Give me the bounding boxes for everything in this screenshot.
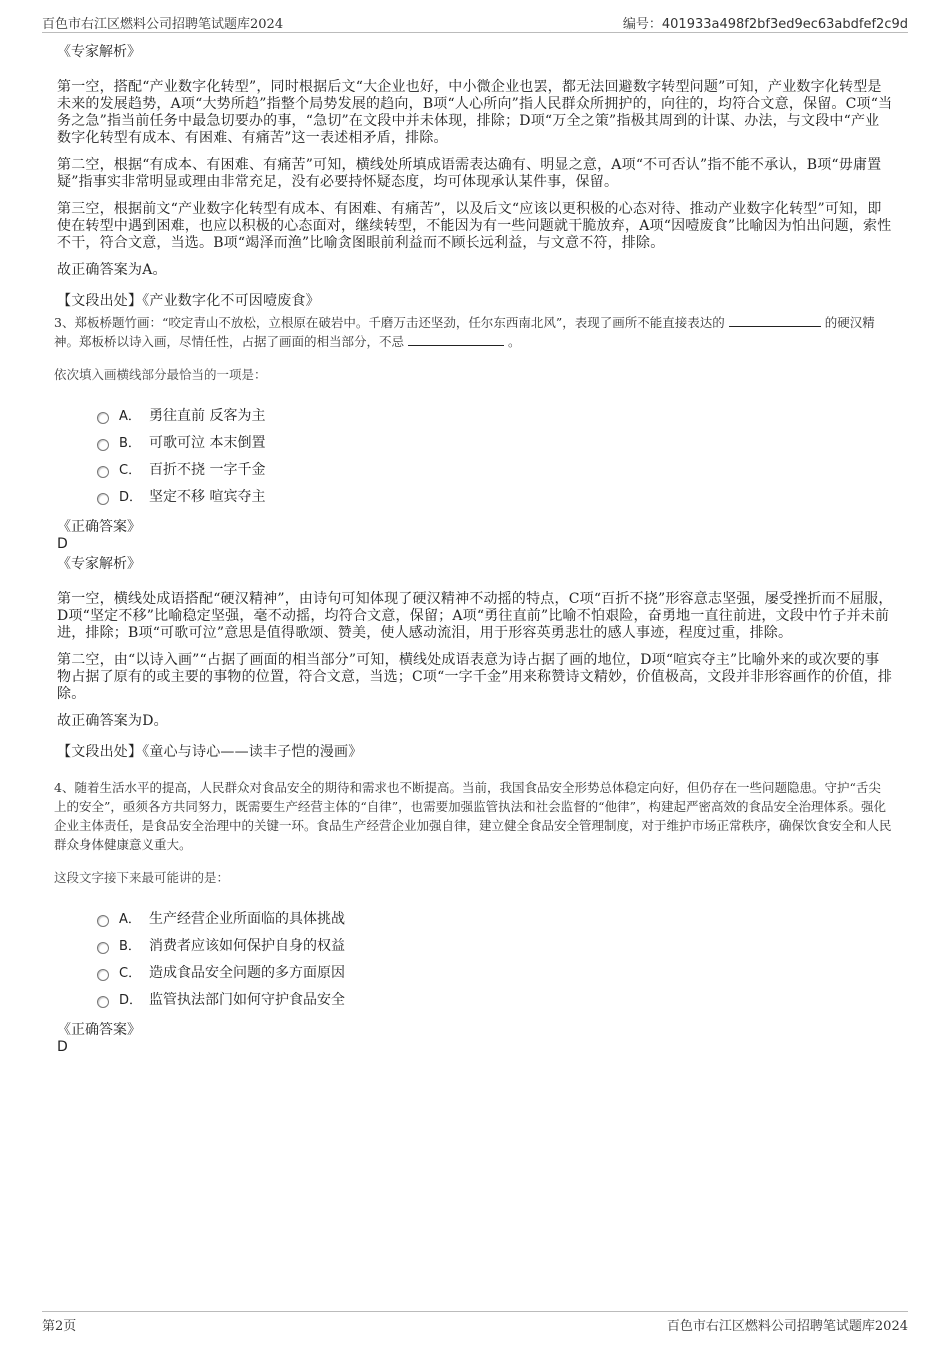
option-letter: C． (119, 966, 142, 981)
radio-button[interactable] (97, 439, 109, 451)
option-c[interactable] (97, 455, 893, 482)
correct-answer-label: 《正确答案》 (57, 1022, 141, 1038)
page-number: 第2页 (42, 1319, 77, 1334)
analysis-label: 《专家解析》 (57, 44, 141, 60)
page-header (42, 10, 908, 33)
option-b[interactable] (97, 931, 893, 958)
option-letter: B． (119, 939, 141, 954)
blank-line (408, 333, 504, 346)
option-letter: C． (119, 463, 142, 478)
option-text: 消费者应该如何保护自身的权益 (149, 937, 345, 954)
option-letter: D． (119, 993, 143, 1008)
correct-answer-label: 《正确答案》 (57, 519, 141, 535)
question-text-part: 3、郑板桥题竹画：“咬定青山不放松，立根原在破岩中。千磨万击还坚劲，任尔东西南北风”，表现了画所不能直接表达的 (54, 315, 725, 330)
source-citation: 【文段出处】《产业数字化不可因噎废食》 (57, 293, 320, 309)
radio-button[interactable] (97, 493, 109, 505)
analysis-paragraph: 第一空，横线处成语搭配“硬汉精神”，由诗句可知体现了硬汉精神不动摇的特点，C项“百折不挠”形容意志坚强，屡受挫折而不屈服，D项“坚定不移”比喻稳定坚强，毫不动摇，均符合文意，保留；A项“勇往直前”比喻不怕艰险，奋勇地一直往前进，文段中竹子并未前进，排除；B项“可歌可泣”意思是值得歌颂、赞美，使人感动流泪，用于形容英勇悲壮的感人事迹，程度过重，排除。 (57, 591, 893, 641)
option-letter: B． (119, 436, 141, 451)
option-text: 造成食品安全问题的多方面原因 (149, 964, 345, 981)
option-d[interactable] (97, 985, 893, 1012)
footer-title: 百色市右江区燃料公司招聘笔试题库2024 (666, 1319, 908, 1334)
option-text: 勇往直前 反客为主 (149, 407, 266, 424)
question-3-text (54, 313, 893, 351)
header-title: 百色市右江区燃料公司招聘笔试题库2024 (42, 17, 284, 32)
option-text: 监管执法部门如何守护食品安全 (149, 991, 345, 1008)
option-letter: A． (119, 912, 141, 927)
analysis-paragraph: 第一空，搭配“产业数字化转型”，同时根据后文“大企业也好，中小微企业也罢，都无法回避数字转型问题”可知，产业数字化转型是未来的发展趋势，A项“大势所趋”指整个局势发展的趋向，B项“人心所向”指人民群众所拥护的，向往的，均符合文意，保留。C项“当务之急”指当前任务中最急切要办的事，“急切”在文段中并未体现，排除；D项“万全之策”指极其周到的计谋、办法，与文段中“产业数字化转型有成本、有困难、有痛苦”这一表述相矛盾，排除。 (57, 79, 893, 146)
question-prompt: 依次填入画横线部分最恰当的一项是： (54, 367, 267, 382)
question-prompt: 这段文字接下来最可能讲的是： (54, 870, 230, 885)
radio-button[interactable] (97, 412, 109, 424)
source-citation: 【文段出处】《童心与诗心——读丰子恺的漫画》 (57, 744, 363, 760)
blank-line (729, 314, 821, 327)
analysis-label: 《专家解析》 (57, 556, 141, 572)
option-text: 坚定不移 喧宾夺主 (149, 488, 266, 505)
option-d[interactable] (97, 482, 893, 509)
radio-button[interactable] (97, 969, 109, 981)
correct-answer-value: D (57, 536, 68, 552)
analysis-paragraph: 第三空，根据前文“产业数字化转型有成本、有困难、有痛苦”，以及后文“应该以更积极的心态对待、推动产业数字化转型”可知，即使在转型中遇到困难，也应以积极的心态面对，继续转型，不能因为有一些问题就干脆放弃，A项“因噎废食”比喻因为怕出问题，索性不干，符合文意，当选。B项“竭泽而渔”比喻贪图眼前利益而不顾长远利益，与文意不符，排除。 (57, 201, 892, 251)
radio-button[interactable] (97, 942, 109, 954)
option-letter: D． (119, 490, 143, 505)
question-4-text: 4、随着生活水平的提高，人民群众对食品安全的期待和需求也不断提高。当前，我国食品安全形势总体稳定向好，但仍存在一些问题隐患。守护“舌尖上的安全”，亟须各方共同努力，既需要生产经营主体的“自律”，也需要加强监管执法和社会监督的“他律”，构建起严密高效的食品安全治理体系。强化企业主体责任，是食品安全治理中的关键一环。食品生产经营企业加强自律，建立健全食品安全管理制度，对于维护市场正常秩序，确保饮食安全和人民群众身体健康意义重大。 (54, 780, 892, 852)
analysis-paragraph: 第二空，根据“有成本、有困难、有痛苦”可知，横线处所填成语需表达确有、明显之意，A项“不可否认”指不能不承认，B项“毋庸置疑”指事实非常明显或理由非常充足，没有必要持怀疑态度，均可体现承认某件事，保留。 (57, 157, 882, 190)
page-footer (42, 1311, 908, 1334)
option-letter: A． (119, 409, 141, 424)
option-b[interactable] (97, 428, 893, 455)
radio-button[interactable] (97, 996, 109, 1008)
option-list (97, 401, 893, 509)
option-text: 生产经营企业所面临的具体挑战 (149, 910, 345, 927)
final-answer-text: 故正确答案为D。 (57, 713, 168, 729)
question-text-part: 的硬汉精神。郑板桥以诗入画，尽情任性，占据了画面的相当部分，不忌 (54, 315, 875, 349)
final-answer-text: 故正确答案为A。 (57, 262, 167, 278)
option-text: 可歌可泣 本末倒置 (149, 434, 266, 451)
option-list (97, 904, 893, 1012)
option-c[interactable] (97, 958, 893, 985)
page-content (54, 44, 893, 1056)
radio-button[interactable] (97, 466, 109, 478)
header-serial: 编号：401933a498f2bf3ed9ec63abdfef2c9d (622, 17, 908, 32)
correct-answer-value: D (57, 1039, 68, 1055)
question-text-part: 。 (507, 334, 521, 349)
option-a[interactable] (97, 401, 893, 428)
option-text: 百折不挠 一字千金 (149, 461, 266, 478)
analysis-paragraph: 第二空，由“以诗入画”“占据了画面的相当部分”可知，横线处成语表意为诗占据了画的地位，D项“喧宾夺主”比喻外来的或次要的事物占据了原有的或主要的事物的位置，符合文意，当选；C项“一字千金”用来称赞诗文精妙，价值极高，文段并非形容画作的价值，排除。 (57, 652, 893, 702)
radio-button[interactable] (97, 915, 109, 927)
option-a[interactable] (97, 904, 893, 931)
